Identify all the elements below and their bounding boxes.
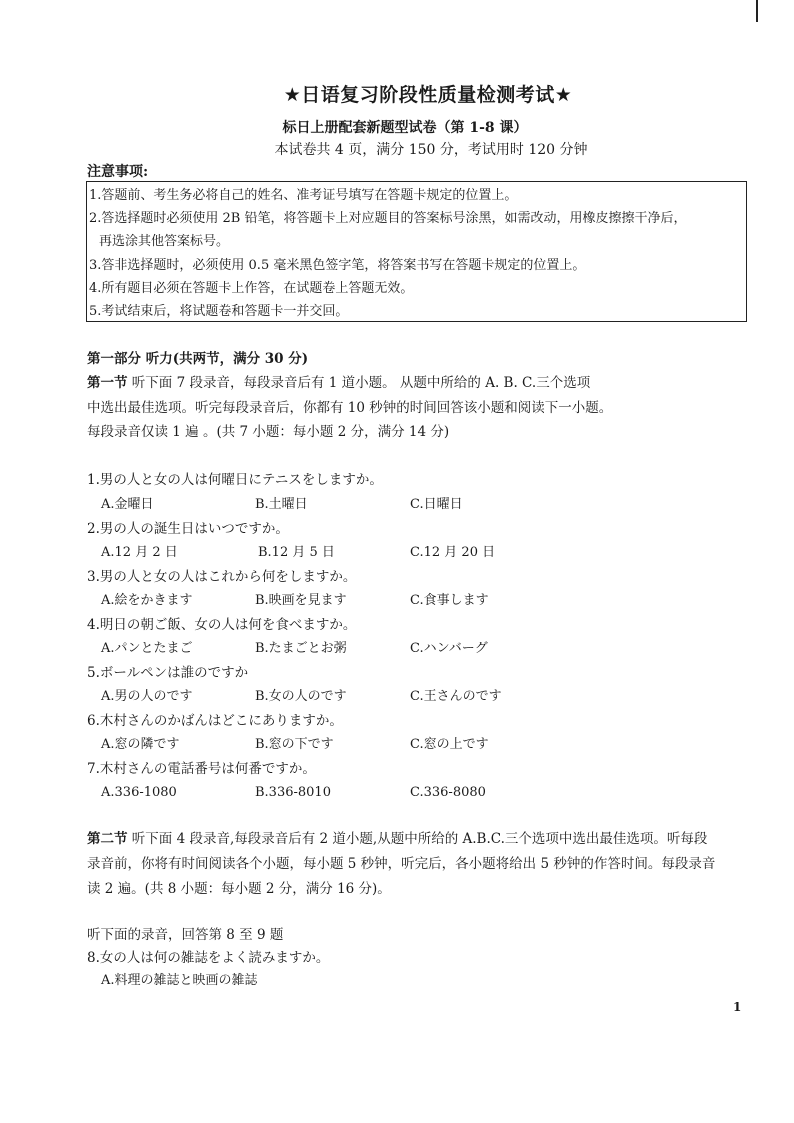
exam-title: ★日语复习阶段性质量检测考试★	[283, 84, 573, 106]
notice-item: 再选涂其他答案标号。	[99, 234, 230, 249]
option-b: B.たまごとお粥	[255, 641, 347, 656]
option-c: C.12 月 20 日	[410, 545, 496, 560]
scan-edge-mark	[756, 0, 758, 22]
page-number: 1	[733, 1000, 742, 1014]
section1-line3: 每段录音仅读 1 遍 。(共 7 小题：每小题 2 分，满分 14 分)	[87, 424, 450, 440]
option-c: C.王さんのです	[410, 689, 502, 704]
question-7: 7.木村さんの電話番号は何番ですか。	[87, 761, 316, 777]
option-b: B.女の人のです	[255, 689, 347, 704]
section2-line1: 第二节 听下面 4 段录音,每段录音后有 2 道小题,从题中所给的 A.B.C.三个选项中选出最佳选项。听每段	[87, 831, 708, 847]
section1-line2: 中选出最佳选项。听完每段录音后，你都有 10 秒钟的时间回答该小题和阅读下一小题。	[87, 400, 613, 416]
option-c: C.窓の上です	[410, 737, 489, 752]
option-c: C.日曜日	[410, 497, 463, 512]
section2-line3: 读 2 遍。(共 8 小题：每小题 2 分，满分 16 分)。	[87, 881, 391, 897]
question-3: 3.男の人と女の人はこれから何をしますか。	[87, 569, 357, 585]
exam-info: 本试卷共 4 页，满分 150 分，考试用时 120 分钟	[274, 142, 588, 158]
question-8: 8.女の人は何の雑誌をよく読みますか。	[87, 950, 330, 966]
question-5: 5.ボールペンは誰のですか	[87, 665, 249, 681]
option-a: A.料理の雑誌と映画の雑誌	[101, 973, 258, 988]
notice-item: 4.所有题目必须在答题卡上作答，在试题卷上答题无效。	[89, 281, 414, 296]
part1-heading	[87, 350, 308, 368]
option-b: B.12 月 5 日	[258, 545, 335, 560]
question-1: 1.男の人と女の人は何曜日にテニスをしますか。	[87, 472, 383, 488]
option-b: B.窓の下です	[255, 737, 334, 752]
option-a: A.336-1080	[101, 785, 177, 800]
notice-title: 注意事项:	[87, 164, 149, 180]
option-b: B.土曜日	[255, 497, 308, 512]
option-a: A.12 月 2 日	[101, 545, 178, 560]
option-b: B.映画を見ます	[255, 593, 347, 608]
question-4: 4.明日の朝ご飯、女の人は何を食べますか。	[87, 617, 357, 633]
notice-item: 3.答非选择题时，必须使用 0.5 毫米黑色签字笔，将答案书写在答题卡规定的位置上。	[89, 258, 586, 273]
option-b: B.336-8010	[255, 785, 331, 800]
option-c: C.ハンバーグ	[410, 641, 488, 656]
option-a: A.パンとたまご	[101, 641, 193, 656]
section2-line2: 录音前，你将有时间阅读各个小题，每小题 5 秒钟，听完后，各小题将给出 5 秒钟的作答时间。每段录音	[87, 856, 716, 872]
notice-item: 1.答题前、考生务必将自己的姓名、准考证号填写在答题卡规定的位置上。	[89, 188, 518, 203]
option-c: C.食事します	[410, 593, 489, 608]
part1-heading-text: 听力(共两节，满分 30 分)	[145, 351, 309, 367]
option-a: A.窓の隣です	[101, 737, 180, 752]
exam-subtitle: 标日上册配套新题型试卷（第 1-8 课）	[282, 120, 528, 136]
notice-item: 5.考试结束后，将试题卷和答题卡一并交回。	[89, 304, 349, 319]
section1-line1: 第一节 听下面 7 段录音，每段录音后有 1 道小题。 从题中所给的 A. B. C.三个选项	[87, 375, 591, 391]
notice-item: 2.答选择题时必须使用 2B 铅笔，将答题卡上对应题目的答案标号涂黑，如需改动，用橡皮擦擦干净后，	[89, 211, 687, 226]
section1-label: 第一节	[87, 375, 128, 391]
question-2: 2.男の人の誕生日はいつですか。	[87, 521, 289, 537]
notice-box	[86, 181, 747, 322]
option-a: A.金曜日	[101, 497, 154, 512]
option-a: A.絵をかきます	[101, 593, 193, 608]
part1-heading-label: 第一部分	[87, 351, 141, 367]
question-6: 6.木村さんのかばんはどこにありますか。	[87, 713, 343, 729]
section2-instruction: 听下面的录音，回答第 8 至 9 题	[87, 927, 284, 943]
option-c: C.336-8080	[410, 785, 486, 800]
section2-label: 第二节	[87, 831, 128, 847]
option-a: A.男の人のです	[101, 689, 193, 704]
